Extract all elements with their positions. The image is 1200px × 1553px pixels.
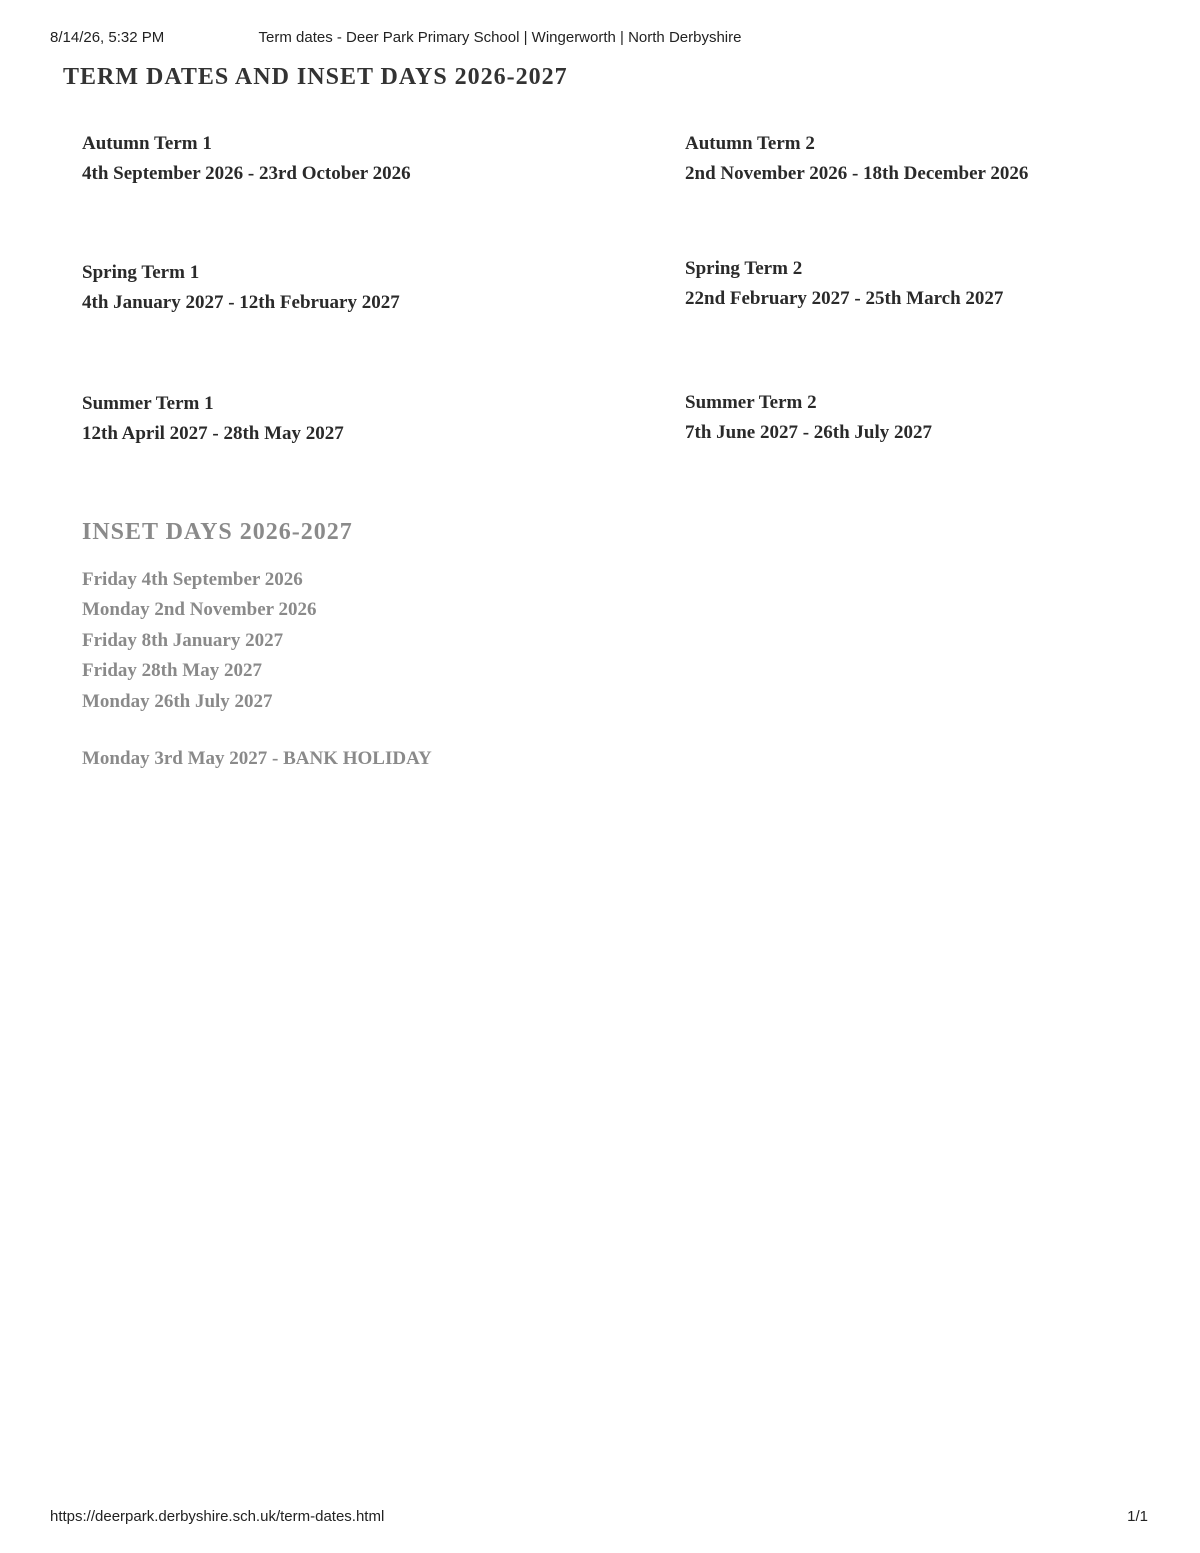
bank-holiday-note: Monday 3rd May 2027 - BANK HOLIDAY [82,748,432,769]
term-autumn-1 [82,129,411,189]
term-summer-1 [82,389,344,449]
term-name: Spring Term 1 [82,262,200,283]
term-range: 7th June 2027 - 26th July 2027 [685,422,933,443]
inset-day: Friday 28th May 2027 [82,660,262,682]
term-name: Autumn Term 2 [685,133,815,154]
inset-day: Friday 4th September 2026 [82,569,303,590]
term-autumn-2 [685,129,1028,189]
inset-day: Friday 8th January 2027 [82,629,284,651]
term-range: 22nd February 2027 - 25th March 2027 [685,288,1004,309]
print-page-title: Term dates - Deer Park Primary School | Wingerworth | North Derbyshire [258,29,742,46]
term-range: 12th April 2027 - 28th May 2027 [82,423,344,444]
term-summer-2 [685,388,932,448]
print-url: https://deerpark.derbyshire.sch.uk/term-dates.html [50,1508,385,1525]
term-name: Spring Term 2 [685,258,803,279]
term-name: Summer Term 2 [685,392,817,413]
term-name: Autumn Term 1 [82,133,212,154]
inset-day: Monday 26th July 2027 [82,690,273,712]
term-range: 2nd November 2026 - 18th December 2026 [685,163,1029,184]
inset-days-heading: INSET DAYS 2026-2027 [82,519,353,545]
inset-days-list [82,565,317,717]
page-title: TERM DATES AND INSET DAYS 2026-2027 [63,64,568,90]
term-range: 4th September 2026 - 23rd October 2026 [82,163,411,184]
term-spring-2 [685,254,1003,314]
term-spring-1 [82,258,400,318]
print-datetime: 8/14/26, 5:32 PM [50,29,165,46]
print-header-title-wrap [0,29,1200,46]
inset-day: Monday 2nd November 2026 [82,599,317,621]
term-range: 4th January 2027 - 12th February 2027 [82,292,400,313]
term-name: Summer Term 1 [82,393,214,414]
print-page-number: 1/1 [1127,1508,1148,1525]
